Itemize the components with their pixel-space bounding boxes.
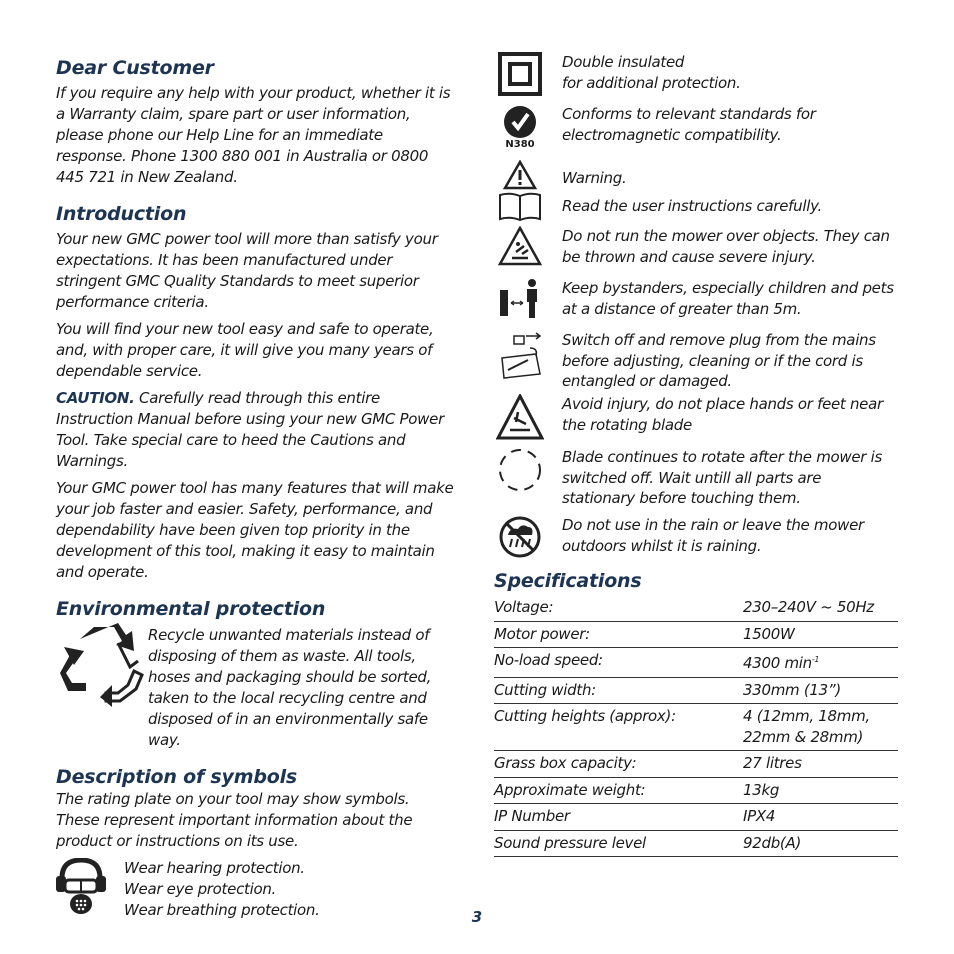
table-row bbox=[494, 648, 898, 678]
no-rain-text: Do not use in the rain or leave the mower outdoors whilst it is raining. bbox=[562, 516, 864, 555]
thrown-objects-text: Do not run the mower over objects. They can be thrown and cause severe injury. bbox=[562, 227, 890, 266]
symbols-description-section bbox=[56, 765, 456, 921]
table-row bbox=[494, 704, 898, 751]
spec-label: IP Number bbox=[494, 804, 743, 831]
dear-customer-heading: Dear Customer bbox=[56, 57, 214, 79]
caution-paragraph bbox=[56, 388, 456, 472]
unplug-icon bbox=[494, 330, 546, 376]
spec-value-cell bbox=[743, 648, 898, 678]
environmental-section bbox=[56, 597, 456, 751]
read-manual-text: Read the user instructions carefully. bbox=[562, 197, 822, 215]
spec-value: 27 litres bbox=[743, 751, 898, 778]
spec-value: 230–240V ~ 50Hz bbox=[743, 595, 898, 621]
spec-value: 330mm (13”) bbox=[743, 677, 898, 704]
caution-text: Carefully read through this entire Instruction Manual before using your new GMC Power Tool. Take special care to heed the Cautions and Warnings. bbox=[56, 389, 444, 470]
double-insulated-text: Double insulated for additional protection. bbox=[562, 53, 741, 92]
breathing-protection-text: Wear breathing protection. bbox=[124, 901, 320, 919]
introduction-paragraph-4: Your GMC power tool has many features that will make your job faster and easier. Safety, performance, and dependability have been given top priority in the development of this tool, making it easy to maintain and operate. bbox=[56, 479, 454, 581]
bystanders-icon bbox=[494, 278, 546, 324]
c-tick-icon bbox=[494, 104, 546, 150]
dear-customer-section bbox=[56, 56, 456, 188]
hearing-protection-text: Wear hearing protection. bbox=[124, 859, 305, 877]
environmental-text: Recycle unwanted materials instead of disposing of them as waste. All tools, hoses and packaging should be sorted, taken to the local recycling centre and disposed of in an environmentally safe way. bbox=[148, 626, 432, 749]
left-column bbox=[56, 56, 456, 921]
specifications-heading: Specifications bbox=[494, 570, 642, 592]
table-row bbox=[494, 830, 898, 857]
spec-value: 4 (12mm, 18mm, 22mm & 28mm) bbox=[743, 704, 898, 751]
spec-value: 4300 min bbox=[743, 654, 812, 672]
spec-superscript: -1 bbox=[811, 655, 820, 664]
symbol-double-insulated bbox=[494, 52, 898, 104]
introduction-paragraph-1: Your new GMC power tool will more than satisfy your expectations. It has been manufactured under stringent GMC Quality Standards to meet superior performance criteria. bbox=[56, 230, 438, 311]
spec-value: 1500W bbox=[743, 621, 898, 648]
thrown-objects-icon bbox=[494, 226, 546, 272]
right-column bbox=[494, 52, 898, 857]
symbols-heading: Description of symbols bbox=[56, 766, 298, 788]
spec-value: 13kg bbox=[743, 777, 898, 804]
environmental-heading: Environmental protection bbox=[56, 598, 326, 620]
spec-label: Grass box capacity: bbox=[494, 751, 743, 778]
spec-value: IPX4 bbox=[743, 804, 898, 831]
rotating-blade-icon bbox=[494, 394, 546, 440]
page-number: 3 bbox=[471, 908, 483, 926]
symbol-blade-rotation bbox=[494, 447, 898, 515]
dear-customer-text: If you require any help with your product, whether it is a Warranty claim, spare part or user information, please phone our Help Line for an immediate response. Phone 1300 880 001 in Australia or 0800 445 721 in New Zealand. bbox=[56, 84, 451, 186]
double-insulated-icon bbox=[494, 52, 546, 98]
spec-label: Approximate weight: bbox=[494, 777, 743, 804]
c-tick-text: Conforms to relevant standards for electromagnetic compatibility. bbox=[562, 105, 816, 144]
introduction-section bbox=[56, 202, 456, 583]
spec-label: Cutting width: bbox=[494, 677, 743, 704]
symbol-rotating-blade bbox=[494, 394, 898, 447]
symbol-read-manual bbox=[494, 192, 898, 226]
bystanders-text: Keep bystanders, especially children and pets at a distance of greater than 5m. bbox=[562, 279, 894, 318]
blade-rotation-icon bbox=[494, 447, 546, 493]
symbol-bystanders bbox=[494, 278, 898, 330]
rotating-blade-text: Avoid injury, do not place hands or feet near the rotating blade bbox=[562, 395, 883, 434]
table-row bbox=[494, 804, 898, 831]
table-row bbox=[494, 677, 898, 704]
spec-label: Cutting heights (approx): bbox=[494, 704, 743, 751]
table-row bbox=[494, 595, 898, 621]
table-row bbox=[494, 777, 898, 804]
spec-label: Voltage: bbox=[494, 595, 743, 621]
eye-protection-text: Wear eye protection. bbox=[124, 880, 277, 898]
specifications-table bbox=[494, 595, 898, 857]
n380-badge: N380 bbox=[505, 138, 535, 150]
no-rain-icon bbox=[494, 515, 546, 561]
introduction-heading: Introduction bbox=[56, 203, 187, 225]
warning-text: Warning. bbox=[562, 169, 627, 187]
symbol-unplug bbox=[494, 330, 898, 394]
symbol-c-tick bbox=[494, 104, 898, 160]
spec-label: Sound pressure level bbox=[494, 830, 743, 857]
spec-label: No-load speed: bbox=[494, 648, 743, 678]
spec-value: 92db(A) bbox=[743, 830, 898, 857]
caution-label: CAUTION. bbox=[56, 389, 135, 407]
symbol-no-rain bbox=[494, 515, 898, 563]
table-row bbox=[494, 621, 898, 648]
introduction-paragraph-2: You will find your new tool easy and safe to operate, and, with proper care, it will give you many years of dependable service. bbox=[56, 320, 434, 380]
spec-label: Motor power: bbox=[494, 621, 743, 648]
unplug-text: Switch off and remove plug from the mains before adjusting, cleaning or if the cord is entangled or damaged. bbox=[562, 331, 876, 390]
blade-rotation-text: Blade continues to rotate after the mower is switched off. Wait untill all parts are stationary before touching them. bbox=[562, 448, 883, 507]
symbol-warning bbox=[494, 160, 898, 192]
recycle-icon bbox=[56, 621, 148, 707]
table-row bbox=[494, 751, 898, 778]
symbol-thrown-objects bbox=[494, 226, 898, 278]
symbols-intro-text: The rating plate on your tool may show symbols. These represent important information about the product or instructions on its use. bbox=[56, 790, 413, 850]
